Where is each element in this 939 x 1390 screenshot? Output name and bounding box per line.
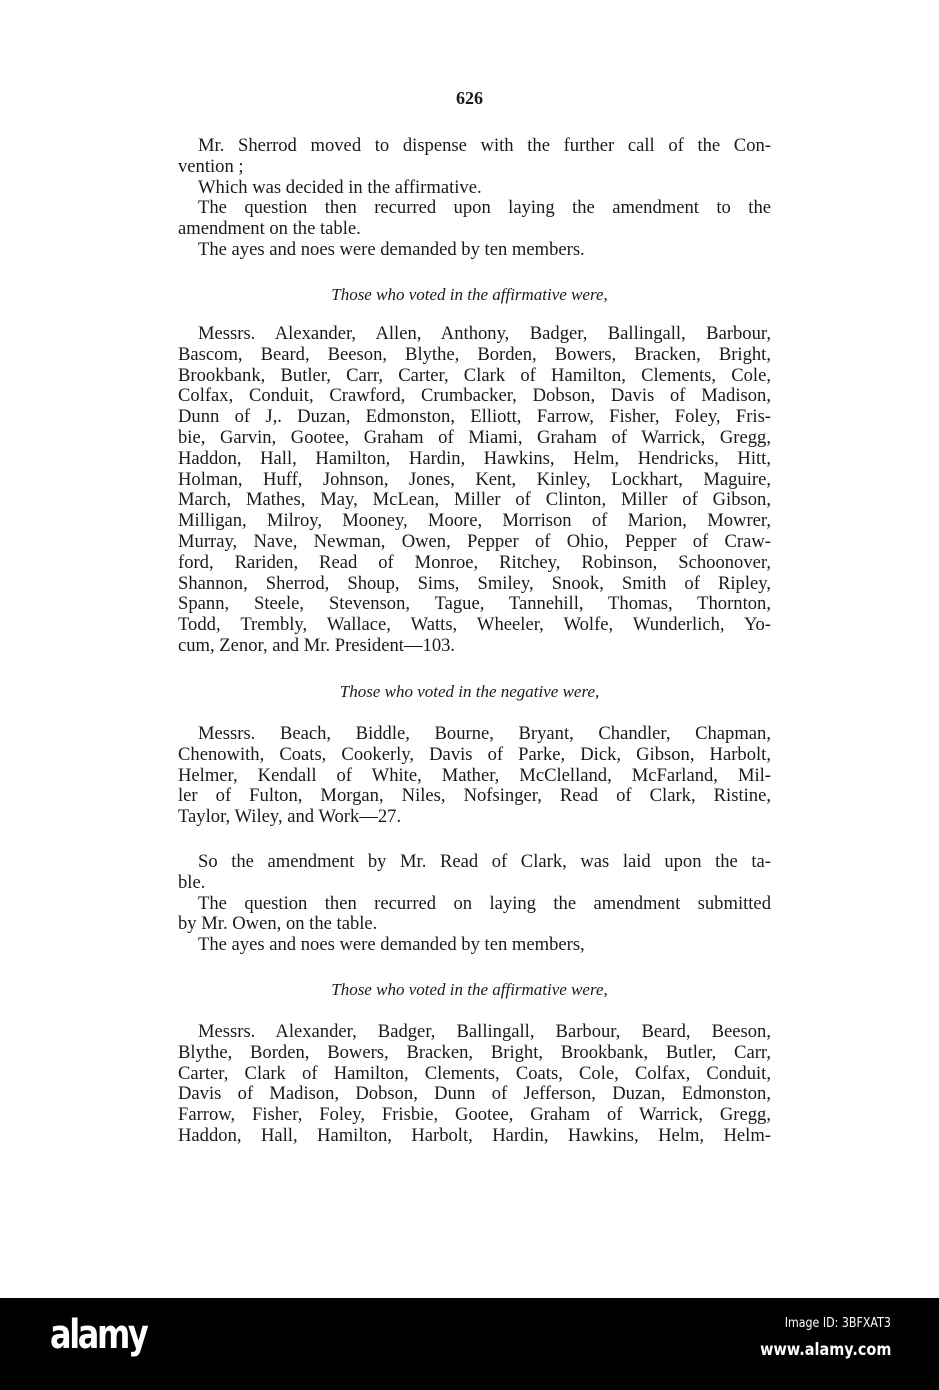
text-line: Dunn of J,. Duzan, Edmonston, Elliott, Farrow, Fisher, Foley, Fris- [178, 406, 771, 428]
result-paragraphs [178, 852, 771, 956]
text-line: Carter, Clark of Hamilton, Clements, Coats, Cole, Colfax, Conduit, [178, 1062, 771, 1084]
text-line: Helmer, Kendall of White, Mather, McClelland, McFarland, Mil- [178, 764, 771, 786]
text-line: Messrs. Alexander, Badger, Ballingall, Barbour, Beard, Beeson, [198, 1021, 771, 1042]
affirmative-vote-list [178, 324, 771, 657]
text-line: ler of Fulton, Morgan, Niles, Nofsinger, Read of Clark, Ristine, [178, 785, 771, 807]
text-line: Chenowith, Coats, Cookerly, Davis of Parke, Dick, Gibson, Harbolt, [178, 743, 771, 765]
text-line: Taylor, Wiley, and Work—27. [178, 806, 402, 828]
site-url: www.alamy.com [759, 1340, 891, 1360]
text-line: Mr. Sherrod moved to dispense with the further call of the Con- [198, 135, 771, 156]
text-line: Blythe, Borden, Bowers, Bracken, Bright, Brookbank, Butler, Carr, [178, 1041, 771, 1063]
text-line: cum, Zenor, and Mr. President—103. [178, 634, 456, 656]
text-line: amendment on the table. [178, 218, 361, 240]
text-line: Spann, Steele, Stevenson, Tague, Tannehill, Thomas, Thornton, [178, 593, 771, 615]
text-line: Which was decided in the affirmative. [198, 176, 482, 198]
negative-heading: Those who voted in the negative were, [339, 682, 600, 701]
text-line: Davis of Madison, Dobson, Dunn of Jefferson, Duzan, Edmonston, [178, 1083, 771, 1105]
text-line: Brookbank, Butler, Carr, Carter, Clark of Hamilton, Clements, Cole, [178, 364, 771, 386]
text-line: Shannon, Sherrod, Shoup, Sims, Smiley, Snook, Smith of Ripley, [178, 572, 771, 594]
text-line: ford, Rariden, Read of Monroe, Ritchey, Robinson, Schoonover, [178, 551, 771, 573]
text-line: So the amendment by Mr. Read of Clark, was laid upon the ta- [198, 851, 771, 872]
text-line: vention ; [178, 155, 244, 177]
affirmative-heading: Those who voted in the affirmative were, [331, 285, 608, 304]
affirmative-vote-list-2 [178, 1022, 771, 1147]
text-line: Colfax, Conduit, Crawford, Crumbacker, Dobson, Davis of Madison, [178, 385, 771, 407]
text-line: Todd, Trembly, Wallace, Watts, Wheeler, Wolfe, Wunderlich, Yo- [178, 614, 771, 636]
image-id: Image ID: 3BFXAT3 [784, 1316, 891, 1331]
text-line: The ayes and noes were demanded by ten members, [198, 934, 585, 956]
text-line: Holman, Huff, Johnson, Jones, Kent, Kinley, Lockhart, Maguire, [178, 468, 771, 490]
text-line: The ayes and noes were demanded by ten members. [198, 238, 585, 260]
negative-vote-list [178, 724, 771, 828]
text-line: The question then recurred upon laying the amendment to the [198, 197, 771, 219]
alamy-logo: alamy [50, 1312, 147, 1358]
text-line: Haddon, Hall, Hamilton, Harbolt, Hardin, Hawkins, Helm, Helm- [178, 1124, 771, 1146]
text-line: Bascom, Beard, Beeson, Blythe, Borden, Bowers, Bracken, Bright, [178, 343, 771, 365]
opening-paragraphs [178, 136, 771, 261]
watermark-footer [0, 1298, 939, 1390]
text-line: Murray, Nave, Newman, Owen, Pepper of Ohio, Pepper of Craw- [178, 530, 771, 552]
text-line: March, Mathes, May, McLean, Miller of Clinton, Miller of Gibson, [178, 489, 771, 511]
page-number: 626 [456, 88, 483, 108]
text-line: Haddon, Hall, Hamilton, Hardin, Hawkins, Helm, Hendricks, Hitt, [178, 447, 771, 469]
text-line: bie, Garvin, Gootee, Graham of Miami, Graham of Warrick, Gregg, [178, 426, 771, 448]
affirmative-heading-2: Those who voted in the affirmative were, [331, 980, 608, 999]
text-line: Farrow, Fisher, Foley, Frisbie, Gootee, Graham of Warrick, Gregg, [178, 1104, 771, 1126]
text-line: ble. [178, 871, 206, 893]
text-line: by Mr. Owen, on the table. [178, 913, 378, 935]
text-line: Messrs. Beach, Biddle, Bourne, Bryant, Chandler, Chapman, [198, 723, 771, 744]
text-line: The question then recurred on laying the amendment submitted [198, 892, 771, 914]
text-line: Milligan, Milroy, Mooney, Moore, Morrison of Marion, Mowrer, [178, 510, 771, 532]
text-line: Messrs. Alexander, Allen, Anthony, Badger, Ballingall, Barbour, [198, 323, 771, 344]
